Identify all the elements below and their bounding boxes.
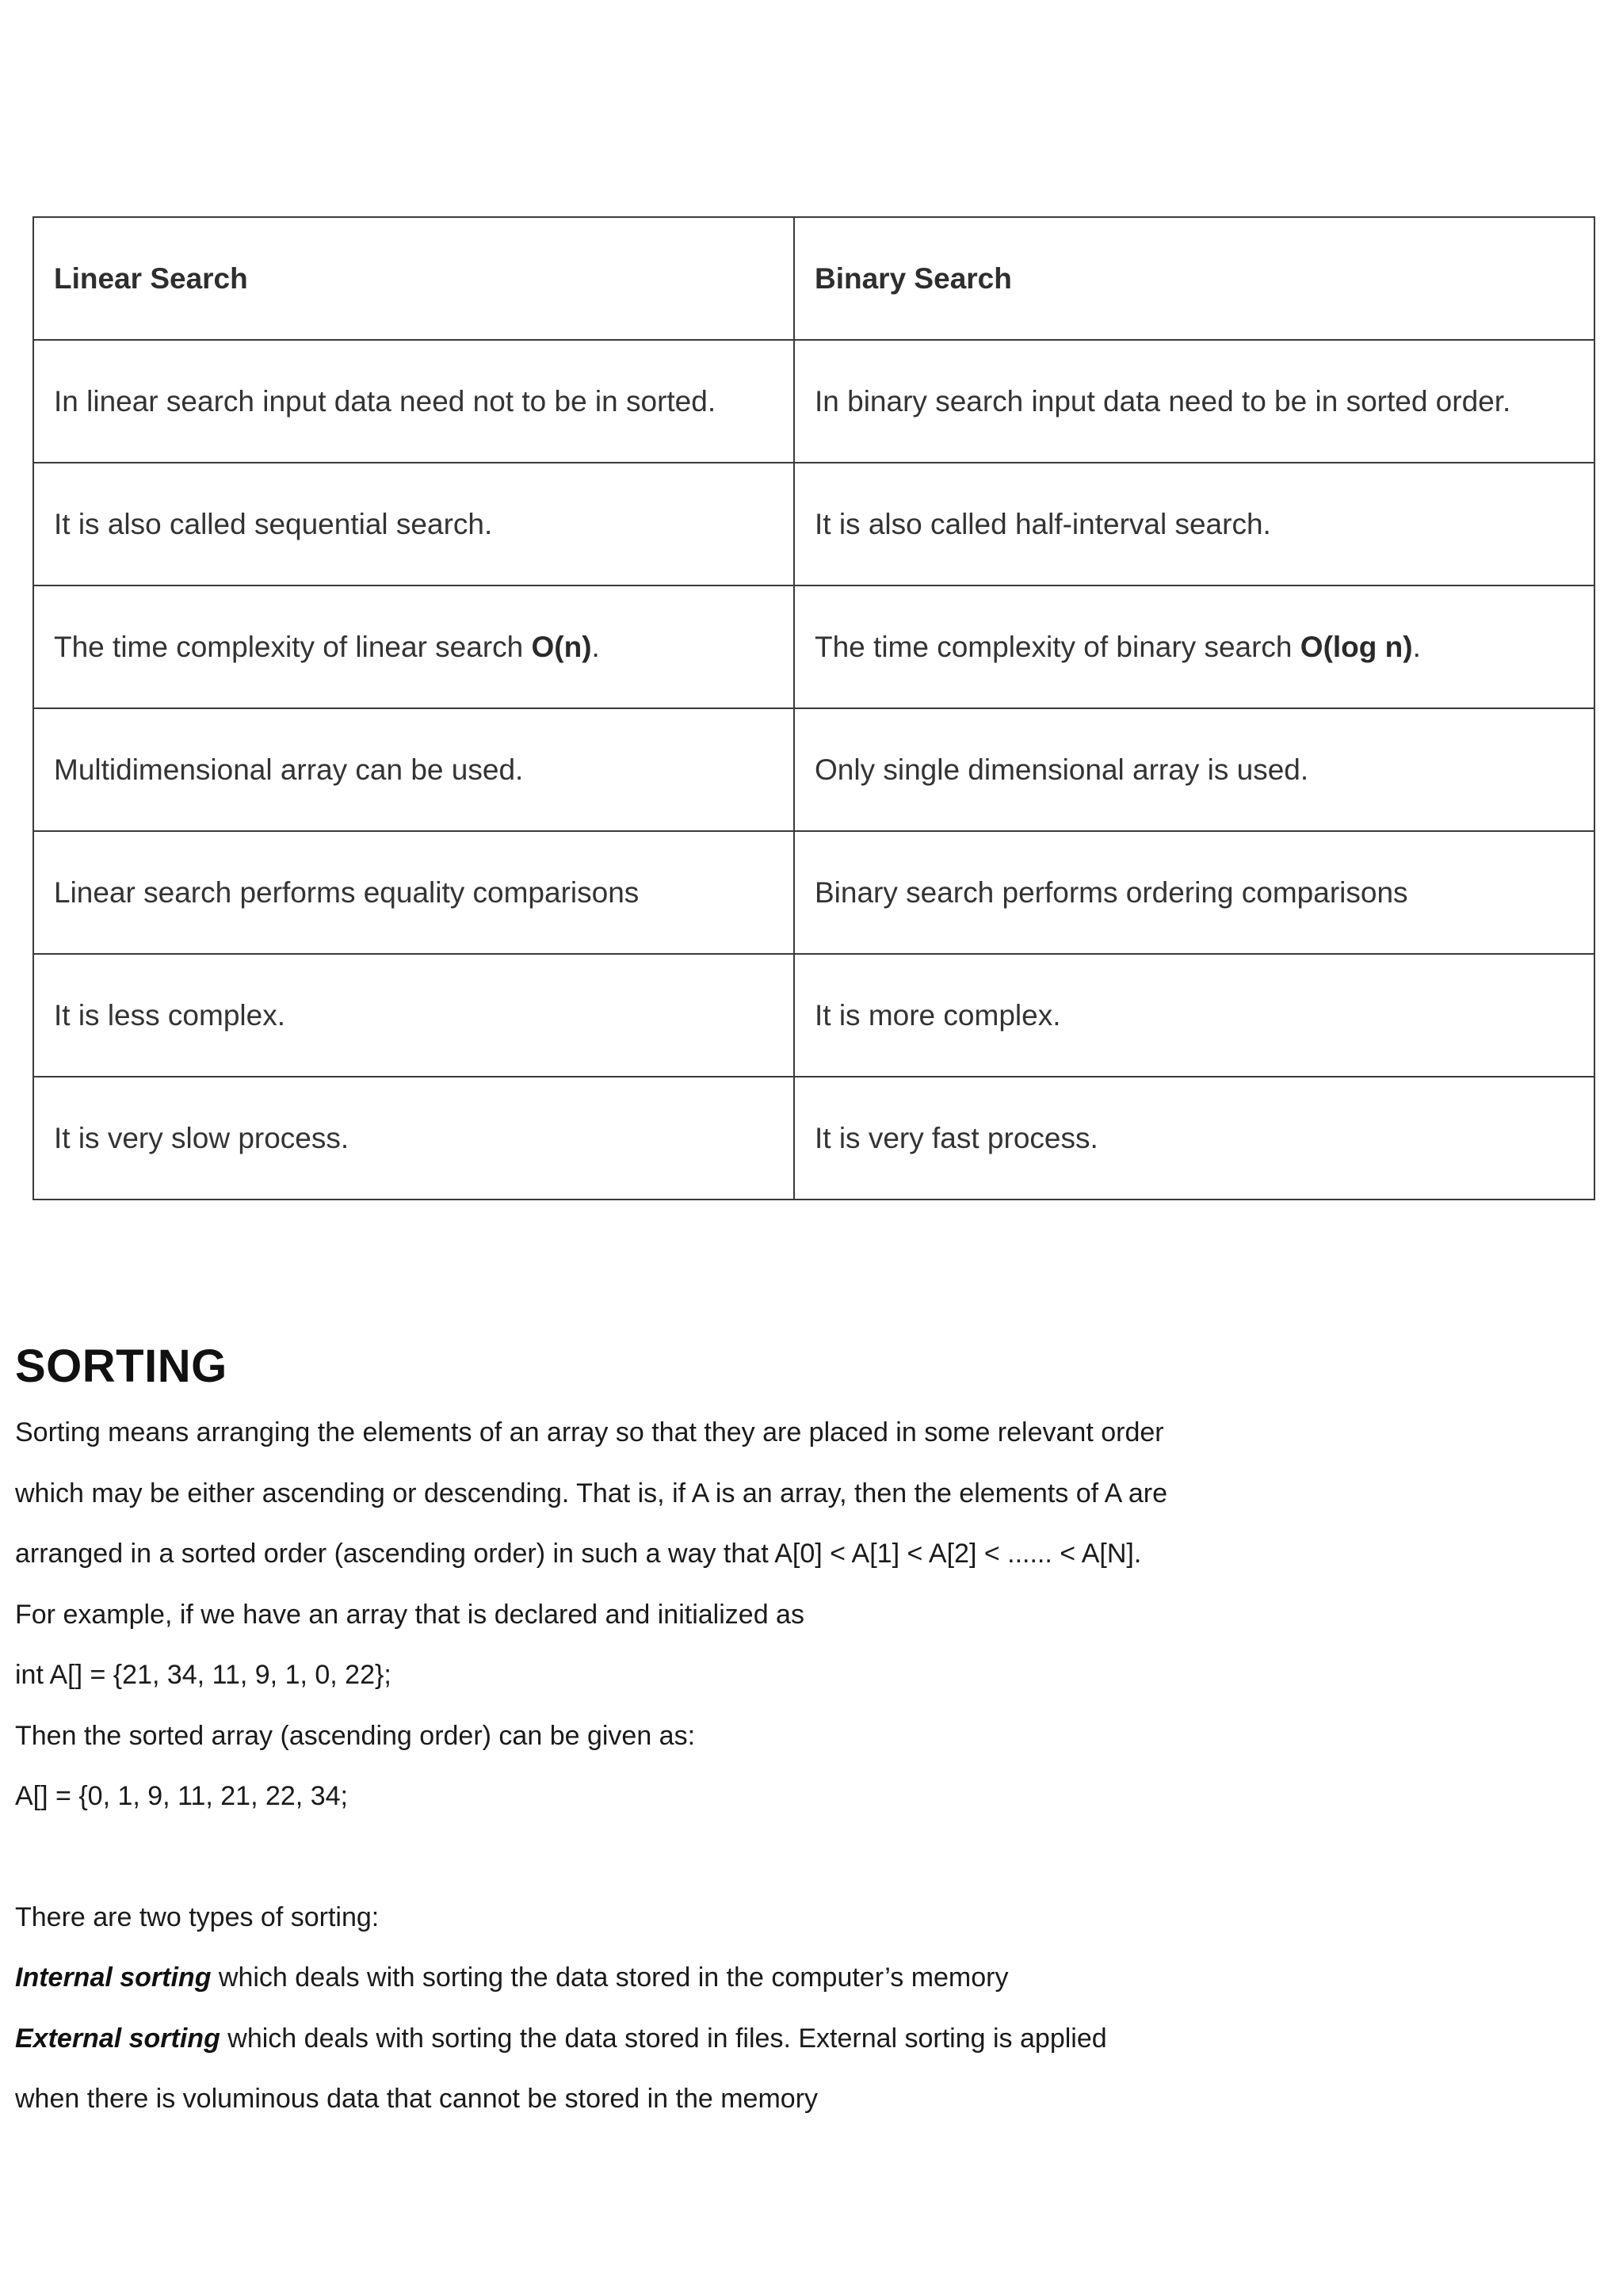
header-linear-search: Linear Search xyxy=(33,217,794,340)
binary-cell xyxy=(794,463,1594,585)
cell-text: In linear search input data need not to be in sorted. xyxy=(54,384,716,418)
linear-cell xyxy=(33,954,794,1077)
sorting-section xyxy=(15,1331,1521,2130)
table-row xyxy=(33,340,1594,463)
linear-cell xyxy=(33,708,794,831)
cell-text: It is very slow process. xyxy=(54,1121,349,1154)
paragraph-line: which may be either ascending or descending. That is, if A is an array, then the elements of A are xyxy=(15,1478,1168,1508)
binary-cell xyxy=(794,340,1594,463)
cell-text: It is very fast process. xyxy=(815,1121,1098,1154)
cell-text: The time complexity of binary search xyxy=(815,630,1300,663)
binary-cell xyxy=(794,585,1594,708)
code-declaration-line: int A[] = {21, 34, 11, 9, 1, 0, 22}; xyxy=(15,1660,391,1690)
linear-cell xyxy=(33,1077,794,1199)
cell-text: Linear search performs equality comparisons xyxy=(54,875,640,909)
cell-text: The time complexity of linear search xyxy=(54,630,532,663)
binary-cell xyxy=(794,1077,1594,1199)
spacer xyxy=(15,1827,1521,1887)
cell-text-tail: . xyxy=(1412,630,1421,663)
linear-cell xyxy=(33,585,794,708)
table-row xyxy=(33,585,1594,708)
external-sorting-line xyxy=(15,2008,1521,2069)
binary-cell xyxy=(794,708,1594,831)
linear-cell xyxy=(33,831,794,954)
table-row xyxy=(33,1077,1594,1199)
internal-sorting-text: which deals with sorting the data stored in the computer’s memory xyxy=(211,1962,1009,1993)
header-binary-search: Binary Search xyxy=(794,217,1594,340)
cell-text: It is also called half-interval search. xyxy=(815,507,1271,540)
paragraph-line: Sorting means arranging the elements of an array so that they are placed in some relevant order xyxy=(15,1417,1164,1447)
complexity-notation: O(n) xyxy=(531,630,592,663)
table-row xyxy=(33,463,1594,585)
paragraph-line: For example, if we have an array that is declared and initialized as xyxy=(15,1599,804,1630)
external-sorting-continuation: when there is voluminous data that cannot be stored in the memory xyxy=(15,2084,819,2114)
cell-text: In binary search input data need to be in sorted order. xyxy=(815,384,1511,418)
sorted-array-line: A[] = {0, 1, 9, 11, 21, 22, 34; xyxy=(15,1781,348,1811)
table-row xyxy=(33,708,1594,831)
cell-text: Multidimensional array can be used. xyxy=(54,753,524,786)
complexity-notation: O(log n) xyxy=(1300,630,1413,663)
cell-text: It is also called sequential search. xyxy=(54,507,493,540)
internal-sorting-term: Internal sorting xyxy=(15,1962,212,1993)
comparison-table xyxy=(32,216,1595,1200)
linear-cell xyxy=(33,340,794,463)
table-header-row xyxy=(33,217,1594,340)
binary-cell xyxy=(794,954,1594,1077)
cell-text: It is less complex. xyxy=(54,998,285,1032)
external-sorting-term: External sorting xyxy=(15,2023,220,2054)
sorting-types-intro: There are two types of sorting: xyxy=(15,1901,380,1932)
cell-text: It is more complex. xyxy=(815,998,1061,1032)
sorting-heading: SORTING xyxy=(15,1341,227,1392)
table-row xyxy=(33,831,1594,954)
paragraph-line: Then the sorted array (ascending order) can be given as: xyxy=(15,1720,696,1751)
cell-text-tail: . xyxy=(591,630,600,663)
cell-text: Only single dimensional array is used. xyxy=(815,753,1309,786)
linear-cell xyxy=(33,463,794,585)
cell-text: Binary search performs ordering comparisons xyxy=(815,875,1408,909)
binary-cell xyxy=(794,831,1594,954)
external-sorting-text: which deals with sorting the data stored in files. External sorting is applied xyxy=(220,2023,1107,2054)
internal-sorting-line xyxy=(15,1947,1521,2008)
paragraph-line: arranged in a sorted order (ascending order) in such a way that A[0] < A[1] < A[2] < ...... < A[N]. xyxy=(15,1539,1142,1569)
table-row xyxy=(33,954,1594,1077)
